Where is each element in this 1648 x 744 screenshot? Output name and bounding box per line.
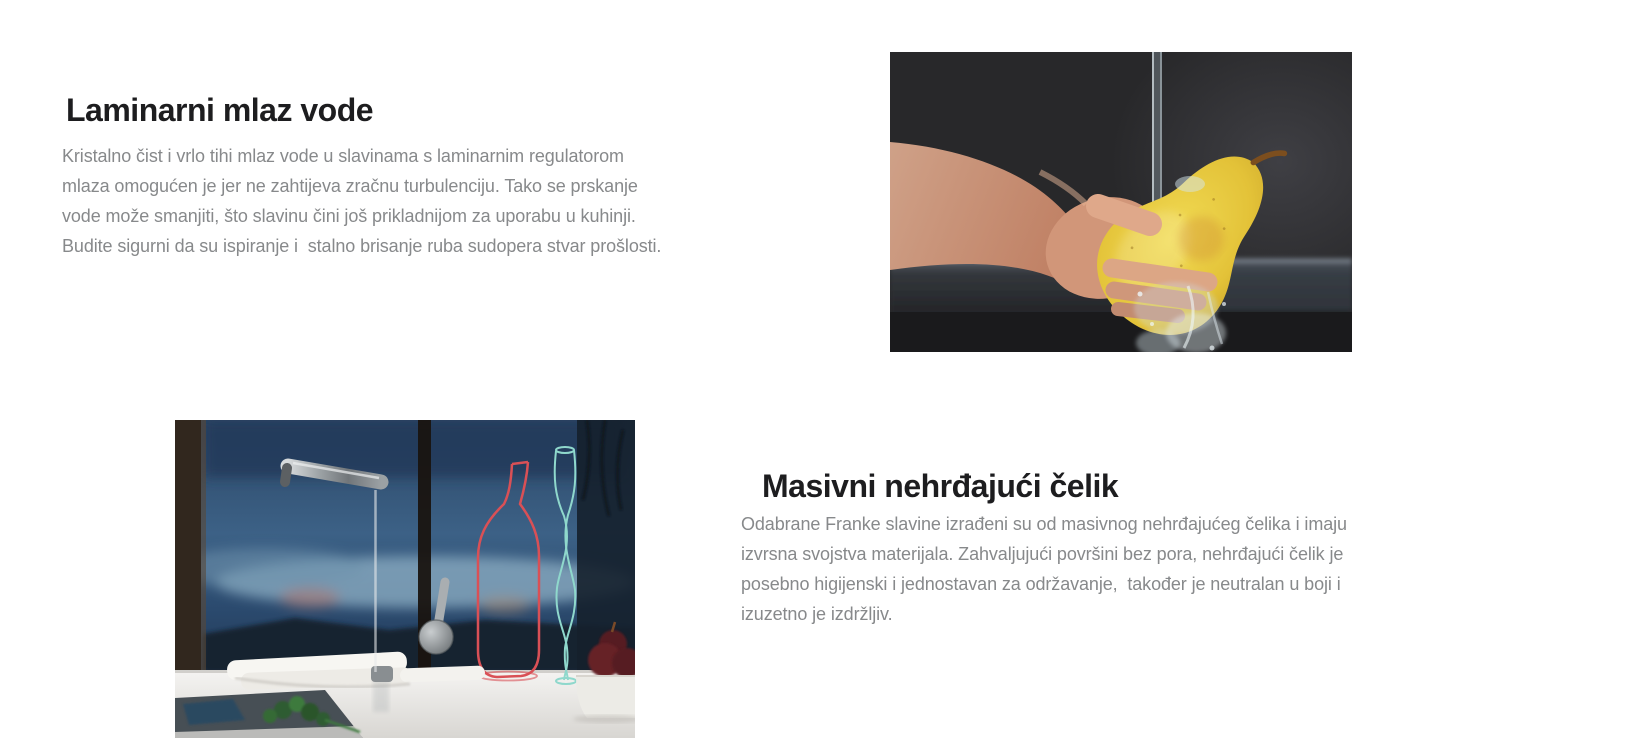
- laminar-body-line: vode može smanjiti, što slavinu čini još prikladnijom za uporabu u kuhinji.: [62, 206, 636, 226]
- stainless-steel-faucet-kitchen-photo: [175, 420, 635, 738]
- section-steel-text: [741, 466, 1347, 629]
- steel-body-line: Odabrane Franke slavine izrađeni su od masivnog nehrđajućeg čelika i imaju: [741, 514, 1347, 534]
- section-laminar-text: [62, 90, 661, 261]
- pear-washed-under-water-stream-photo: [890, 52, 1352, 352]
- steel-body-line: izvrsna svojstva materijala. Zahvaljujući površini bez pora, nehrđajući čelik je: [741, 544, 1344, 564]
- steel-body: [741, 509, 1347, 629]
- faucet-aerator: [285, 468, 287, 482]
- water-hit: [1175, 176, 1205, 192]
- laminar-body: [62, 141, 661, 261]
- faucet-reflection: [373, 678, 389, 712]
- laminar-heading: Laminarni mlaz vode: [66, 92, 374, 128]
- steel-body-line: izuzetno je izdržljiv.: [741, 604, 893, 624]
- window-frame-left: [175, 420, 206, 672]
- laminar-body-line: Kristalno čist i vrlo tihi mlaz vode u slavinama s laminarnim regulatorom: [62, 146, 624, 166]
- steel-body-line: posebno higijenski i jednostavan za održavanje, također je neutralan u boji i: [741, 574, 1341, 594]
- laminar-body-line: mlaza omogućen je jer ne zahtijeva zračnu turbulenciju. Tako se prskanje: [62, 176, 638, 196]
- laminar-body-line: Budite sigurni da su ispiranje i stalno brisanje ruba sudopera stvar prošlosti.: [62, 236, 662, 256]
- water-stream: [1152, 52, 1162, 210]
- steel-heading: Masivni nehrđajući čelik: [762, 468, 1119, 504]
